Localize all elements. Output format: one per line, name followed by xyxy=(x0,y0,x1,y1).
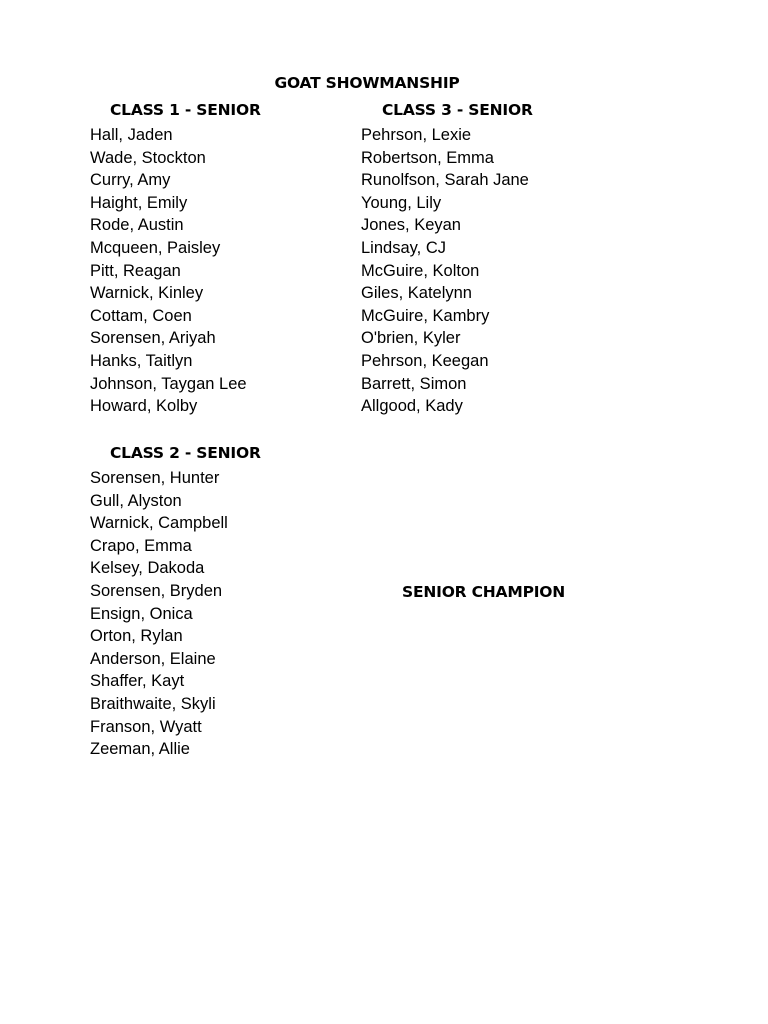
list-item: Hanks, Taitlyn xyxy=(90,351,193,370)
list-item: Pehrson, Lexie xyxy=(361,126,472,144)
list-item: Crapo, Emma xyxy=(90,536,192,555)
list-item: Hall, Jaden xyxy=(90,126,173,144)
list-item: Gull, Alyston xyxy=(90,491,182,510)
senior-champion-heading: SENIOR CHAMPION xyxy=(402,583,566,601)
list-item: Cottam, Coen xyxy=(90,306,192,325)
class-1-heading: CLASS 1 - SENIOR xyxy=(110,101,261,119)
list-item: Warnick, Kinley xyxy=(90,284,204,303)
list-item: Sorensen, Hunter xyxy=(90,469,220,487)
list-item: McGuire, Kolton xyxy=(361,261,480,280)
list-item: Orton, Rylan xyxy=(90,627,183,646)
list-item: Giles, Katelynn xyxy=(361,284,472,303)
list-item: Braithwaite, Skyli xyxy=(90,694,216,713)
class-1-list xyxy=(90,124,247,418)
list-item: Curry, Amy xyxy=(90,171,171,190)
list-item: Rode, Austin xyxy=(90,216,184,235)
list-item: Young, Lily xyxy=(361,193,442,212)
list-item: Kelsey, Dakoda xyxy=(90,559,205,578)
list-item: Ensign, Onica xyxy=(90,604,193,623)
list-item: Allgood, Kady xyxy=(361,397,463,416)
list-item: O'brien, Kyler xyxy=(361,329,461,348)
list-item: Robertson, Emma xyxy=(361,148,494,167)
list-item: Franson, Wyatt xyxy=(90,717,202,736)
list-item: Johnson, Taygan Lee xyxy=(90,374,247,393)
class-2-heading: CLASS 2 - SENIOR xyxy=(110,444,261,462)
list-item: Warnick, Campbell xyxy=(90,514,228,533)
list-item: Wade, Stockton xyxy=(90,148,206,167)
list-item: Mcqueen, Paisley xyxy=(90,238,221,257)
list-item: Howard, Kolby xyxy=(90,397,198,416)
list-item: Anderson, Elaine xyxy=(90,649,216,668)
list-item: Lindsay, CJ xyxy=(361,238,446,257)
list-item: Pitt, Reagan xyxy=(90,261,181,280)
document-title: GOAT SHOWMANSHIP xyxy=(274,74,460,92)
list-item: Shaffer, Kayt xyxy=(90,672,185,691)
list-item: Zeeman, Allie xyxy=(90,740,190,759)
class-2-list xyxy=(90,467,228,761)
list-item: Sorensen, Ariyah xyxy=(90,329,216,348)
list-item: McGuire, Kambry xyxy=(361,306,490,325)
class-3-list xyxy=(361,124,529,418)
list-item: Barrett, Simon xyxy=(361,374,467,393)
list-item: Pehrson, Keegan xyxy=(361,351,489,370)
class-3-heading: CLASS 3 - SENIOR xyxy=(382,101,533,119)
list-item: Jones, Keyan xyxy=(361,216,461,235)
list-item: Runolfson, Sarah Jane xyxy=(361,171,529,190)
list-item: Haight, Emily xyxy=(90,193,188,212)
list-item: Sorensen, Bryden xyxy=(90,581,223,600)
